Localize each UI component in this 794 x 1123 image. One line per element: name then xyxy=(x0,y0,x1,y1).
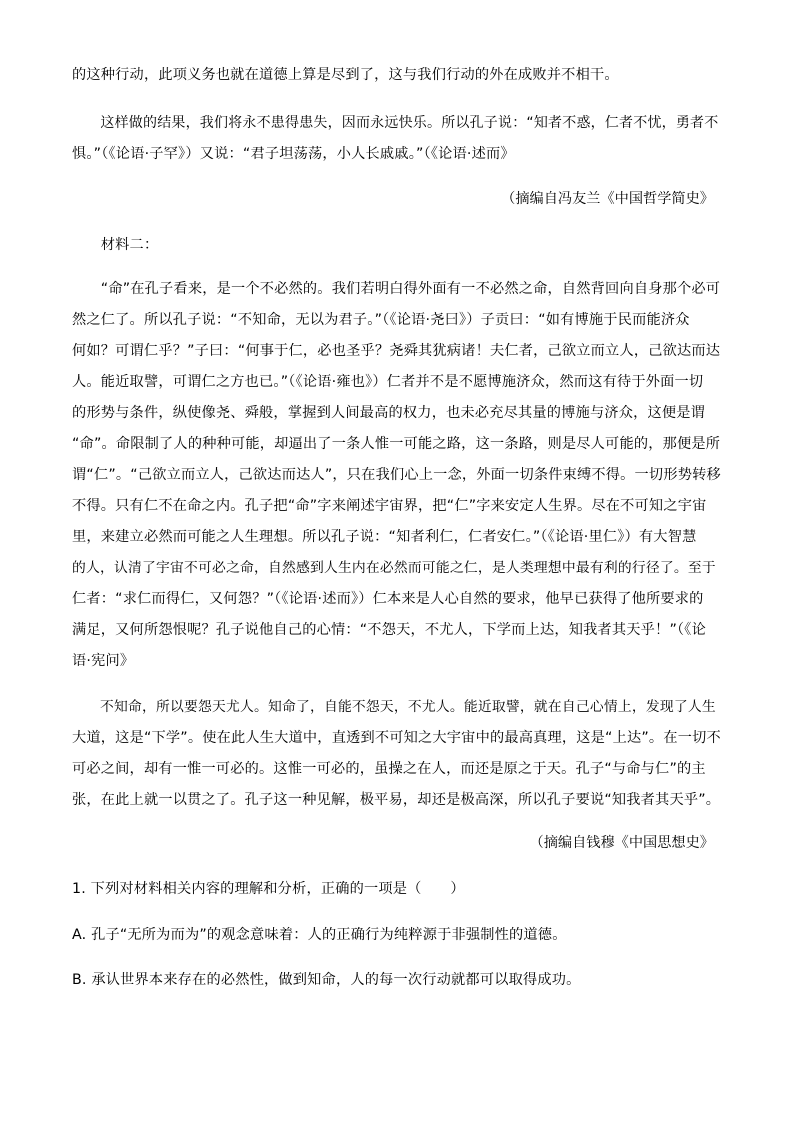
paragraph-line: 里，来建立必然而可能之人生理想。所以孔子说：“知者利仁，仁者安仁。”（《论语·里仁》）有大智慧 xyxy=(72,529,697,545)
paragraph-line: 满足，又何所怨恨呢？孔子说他自己的心情：“不怨天，不尤人，下学而上达，知我者其天乎！”（《论 xyxy=(72,622,706,638)
source-citation: （摘编自冯友兰《中国哲学简史》 xyxy=(501,191,714,207)
question-option-b: B. 承认世界本来存在的必然性，做到知命，人的每一次行动就都可以取得成功。 xyxy=(72,972,581,988)
paragraph-line: 何如？可谓仁乎？”子曰：“何事于仁，必也圣乎？尧舜其犹病诸！夫仁者，己欲立而立人，己欲达而达 xyxy=(72,343,721,359)
paragraph-line: 可必之间，却有一惟一可必的。这惟一可必的，虽操之在人，而还是原之于天。孔子“与命与仁”的主 xyxy=(72,761,706,777)
paragraph-line: 人。能近取譬，可谓仁之方也已。”（《论语·雍也》）仁者并不是不愿博施济众，然而这有待于外面一切 xyxy=(72,374,704,390)
paragraph-line: “命”。命限制了人的种种可能，却逼出了一条人惟一可能之路，这一条路，则是尽人可能的，那便是所 xyxy=(72,436,721,452)
paragraph-line: 不知命，所以要怨天尤人。知命了，自能不怨天，不尤人。能近取譬，就在自己心情上，发现了人生 xyxy=(72,699,716,715)
paragraph-line: 的形势与条件，纵使像尧、舜般，掌握到人间最高的权力，也未必充尽其量的博施与济众，这便是谓 xyxy=(72,405,706,421)
question-stem: 1. 下列对材料相关内容的理解和分析，正确的一项是（ ） xyxy=(72,881,465,897)
paragraph-line: 惧。”（《论语·子罕》）又说：“君子坦荡荡，小人长戚戚。”（《论语·述而》 xyxy=(72,146,515,162)
section-heading: 材料二： xyxy=(72,237,159,253)
paragraph-line: 谓“仁”。“己欲立而立人，己欲达而达人”，只在我们心上一念，外面一切条件束缚不得。一切形势转移 xyxy=(72,467,721,483)
question-option-a: A. 孔子“无所为而为”的观念意味着：人的正确行为纯粹源于非强制性的道德。 xyxy=(72,927,567,943)
paragraph-line: 语·宪问》 xyxy=(72,653,135,669)
paragraph-line: 的这种行动，此项义务也就在道德上算是尽到了，这与我们行动的外在成败并不相干。 xyxy=(72,67,619,83)
paragraph-line: 的人，认清了宇宙不可必之命，自然感到人生内在必然而可能之仁，是人类理想中最有利的行径了。至于 xyxy=(72,560,716,576)
source-citation: （摘编自钱穆《中国思想史》 xyxy=(529,835,714,851)
paragraph-line: 然之仁了。所以孔子说：“不知命，无以为君子。”（《论语·尧曰》）子贡曰：“如有博施于民而能济众 xyxy=(72,312,690,328)
paragraph-line: 不得。只有仁不在命之内。孔子把“命”字来阐述宇宙界，把“仁”字来安定人生界。尽在不可知之宇宙 xyxy=(72,498,707,514)
paragraph-line: 这样做的结果，我们将永不患得患失，因而永远快乐。所以孔子说：“知者不惑，仁者不忧，勇者不 xyxy=(72,115,719,131)
paragraph-line: 仁者：“求仁而得仁，又何怨？”（《论语·述而》）仁本来是人心自然的要求，他早已获得了他所要求的 xyxy=(72,591,704,607)
paragraph-line: 大道，这是“下学”。使在此人生大道中，直透到不可知之大宇宙中的最高真理，这是“上达”。在一切不 xyxy=(72,730,721,746)
paragraph-line: 张，在此上就一以贯之了。孔子这一种见解，极平易，却还是极高深，所以孔子要说“知我者其天乎”。 xyxy=(72,792,721,808)
paragraph-line: “命”在孔子看来，是一个不必然的。我们若明白得外面有一不必然之命，自然背回向自身那个必可 xyxy=(72,281,721,297)
